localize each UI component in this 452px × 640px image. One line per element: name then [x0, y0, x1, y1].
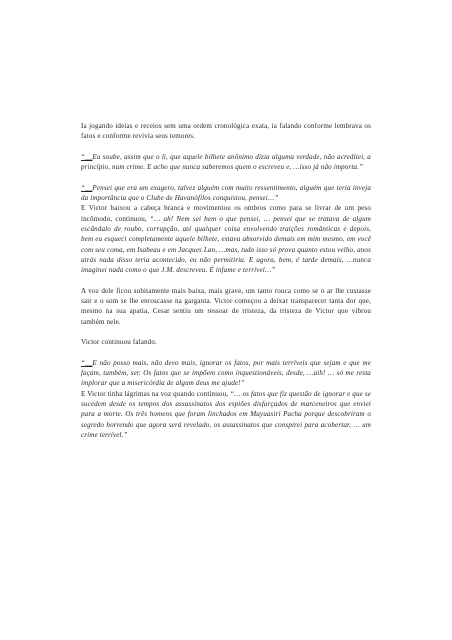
dialogue-dash: “__ — [81, 152, 93, 161]
paragraph-lagrimas — [81, 389, 371, 440]
quote-paragraph-exagero — [81, 183, 371, 204]
quote-text: Pensei que era um exagero, talvez alguém com muito ressentimento, alguém que teria inveja da importância que o Clube de Havanófilos conquistou, pensei…” — [81, 183, 371, 203]
paragraph-victor-baixou — [81, 203, 371, 275]
paragraph-intro: Ia jogando ideias e receios sem uma ordem cronológica exata, ia falando conforme lembrava os fatos e conforme revivia seus temores. — [81, 122, 371, 141]
dialogue-dash: “__ — [81, 183, 93, 192]
dialogue-dash: “__ — [81, 358, 93, 367]
quote-text: “… os fatos que fiz questão de ignorar e que se sucedem desde os tempos dos assassinatos dos espiões disfarçados de marceneiros que enviei para a morte. Os três homens que foram linchados em Mayuasiri Pacha porque descobriram o segredo horrendo que agora será revelado, os assassinatos que conspirei para acobertar, … um crime terrível.” — [81, 389, 372, 439]
quote-text: Eu soube, assim que o li, que aquele bilhete anônimo dizia alguma verdade, não acreditei, a princípio, num crime. E acho que nunca saberemos quem o escreveu e, …isso já não importa.” — [81, 152, 371, 172]
quote-paragraph-bilhete — [81, 152, 371, 173]
paragraph-victor-continuou: Victor continuou falando. — [81, 338, 157, 347]
quote-text: “… ah! Nem sei bem o que pensei, … pensei que se tratava de algum escândalo de roubo, corrupção, até qualquer coisa envolvendo traições românticas e depois, bem eu esqueci completamente aquele bilhete, estava absorvido demais em mim mesmo, em você com seu coma, em Isabeau e em Jacques Lan, …mas, tudo isso só prova quanto estou velho, anos atrás nada disso teria acontecido, eu não permitiria. E agora, bem, é tarde demais, …nunca imaginei nada como o que J.M. descreveu. É infame e terrível…” — [81, 214, 371, 275]
body-text — [81, 121, 371, 451]
narration-text: E Victor baixou a cabeça branca e movimentou os ombros como para se livrar de um peso incômodo, continuou, — [81, 204, 371, 223]
narration-text: E Victor tinha lágrimas na voz quando continuou, — [81, 389, 231, 398]
paragraph-voz-dele: A voz dele ficou subitamente mais baixa, mais grave, um tanto rouca como se o ar lhe custasse sair e o som se lhe enroscasse na garganta. Victor começou a deixar transparecer tanta dor que, mesmo na sua apatia, Cesar sentiu um ressoar de tristeza, da tristeza de Victor que vibrou também nele. — [81, 286, 371, 326]
quote-text: E não posso mais, não devo mais, ignorar os fatos, por mais terríveis que sejam e que me façam, também, ser. Os fatos que se impõem como inquestionáveis, desde, …aih! … só me resta implorar que a misericórdia de algum deus me ajude!” — [81, 358, 371, 388]
quote-paragraph-nao-posso — [81, 358, 371, 389]
